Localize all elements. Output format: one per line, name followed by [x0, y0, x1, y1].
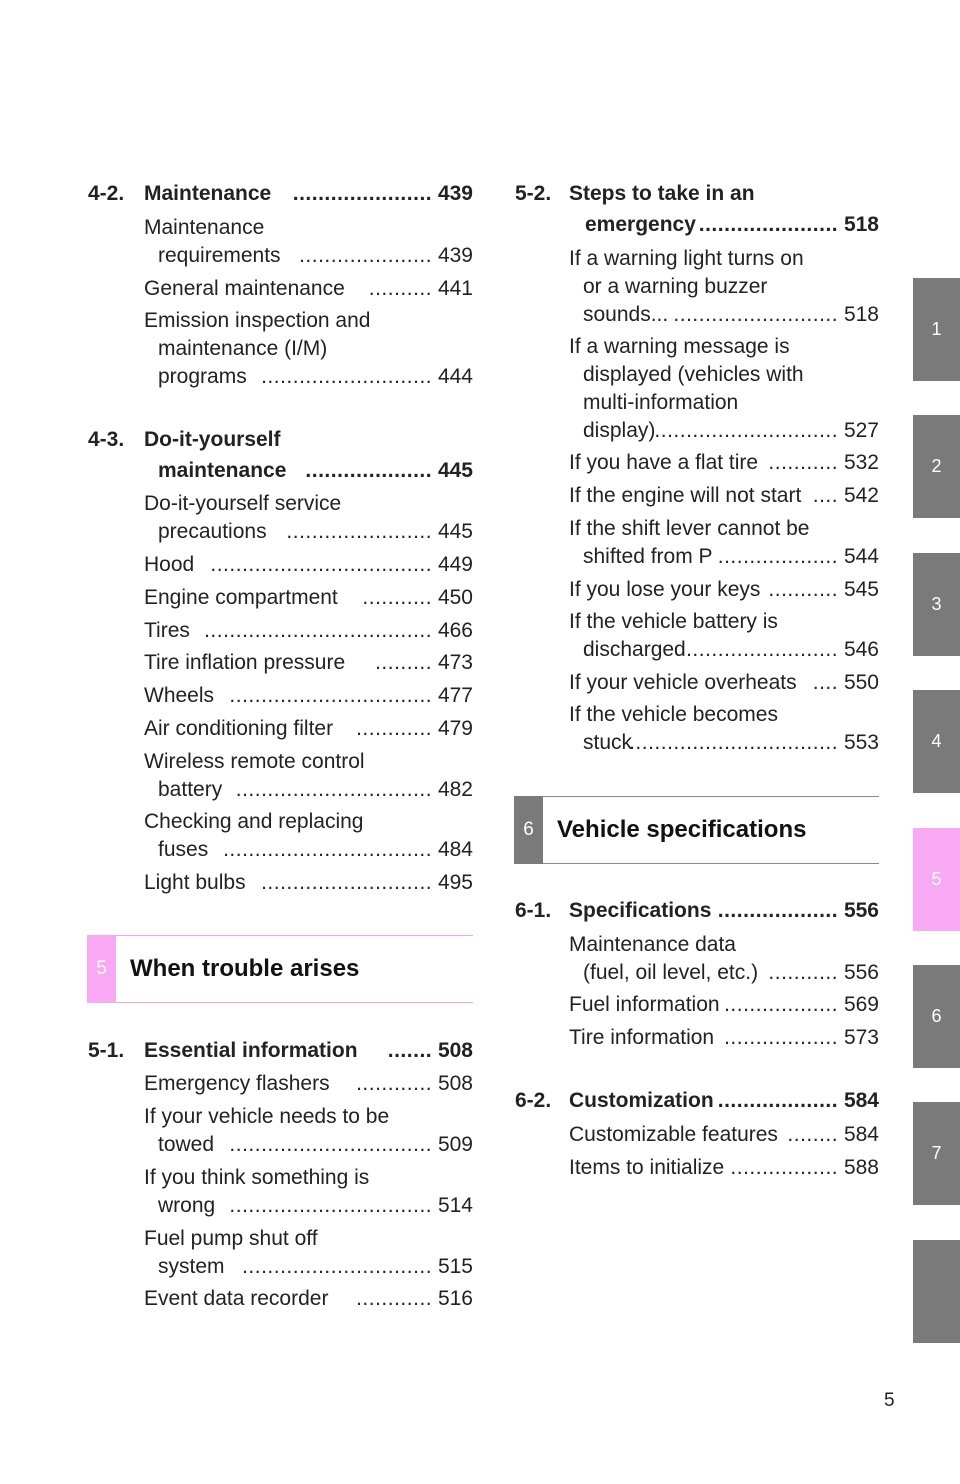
- entry-line: Light bulbs: [144, 871, 246, 894]
- entry-line: If a warning light turns on: [569, 247, 804, 270]
- entry-line: Air conditioning filter: [144, 717, 334, 740]
- entry-page: .... 550: [812, 671, 879, 694]
- chapter-tab-6[interactable]: 6: [913, 965, 960, 1068]
- section-title: Steps to take in an: [569, 182, 755, 205]
- entry-page: ........... 450: [362, 586, 473, 609]
- entry-page: ................................ 514: [229, 1194, 473, 1217]
- entry-line: If you lose your keys: [569, 578, 761, 601]
- toc-entry-flat-tire[interactable]: [569, 449, 879, 477]
- section-page: .................... 445: [305, 459, 473, 482]
- toc-entry-shift-lever[interactable]: [569, 515, 879, 571]
- toc-entry-overheats[interactable]: [569, 669, 879, 697]
- section-number: 6-1.: [515, 899, 552, 922]
- toc-entry-tire-inflation-pressure[interactable]: [144, 649, 473, 677]
- entry-line: Fuel pump shut off: [144, 1227, 318, 1250]
- toc-entry-engine-compartment[interactable]: [144, 584, 473, 612]
- entry-line: discharged: [583, 638, 686, 661]
- toc-entry-battery-discharged[interactable]: [569, 608, 879, 664]
- toc-entry-warning-message[interactable]: [569, 333, 879, 445]
- entry-page: ..................... 439: [299, 244, 473, 267]
- entry-line: If you think something is: [144, 1166, 370, 1189]
- entry-line: Customizable features: [569, 1123, 778, 1146]
- chapter-tab-3[interactable]: 3: [913, 553, 960, 656]
- chapter-tab-5[interactable]: 5: [913, 828, 960, 931]
- toc-entry-fuel-pump-shutoff[interactable]: [144, 1225, 473, 1281]
- entry-page: ................. 588: [730, 1156, 879, 1179]
- entry-page: .......................... 518: [673, 303, 879, 326]
- section-page: ................... 556: [717, 899, 879, 922]
- section-page: ...................... 439: [292, 182, 473, 205]
- section-number: 5-2.: [515, 182, 552, 205]
- entry-line: displayed (vehicles with: [583, 363, 804, 386]
- entry-line: If your vehicle needs to be: [144, 1105, 390, 1128]
- entry-page: ........... 532: [768, 451, 879, 474]
- entry-line: Emission inspection and: [144, 309, 371, 332]
- toc-entry-diy-precautions[interactable]: [144, 490, 473, 546]
- toc-entry-something-wrong[interactable]: [144, 1164, 473, 1220]
- entry-line: Tire inflation pressure: [144, 651, 346, 674]
- chapter-number-badge: 6: [514, 796, 543, 864]
- entry-page: ........................ 546: [686, 638, 879, 661]
- entry-page: ........................... 495: [261, 871, 473, 894]
- entry-page: ................................ 477: [229, 684, 473, 707]
- section-number: 6-2.: [515, 1089, 552, 1112]
- entry-line: wrong: [158, 1194, 216, 1217]
- toc-entry-wireless-remote-battery[interactable]: [144, 748, 473, 804]
- entry-line: Engine compartment: [144, 586, 338, 609]
- section-heading-4-2[interactable]: [88, 179, 473, 208]
- toc-entry-emission-inspection[interactable]: [144, 307, 473, 391]
- toc-entry-items-to-initialize[interactable]: [569, 1154, 879, 1182]
- section-heading-5-2[interactable]: [515, 179, 879, 239]
- page-number: 5: [884, 1390, 895, 1411]
- toc-entry-lose-keys[interactable]: [569, 576, 879, 604]
- entry-line: If the vehicle becomes: [569, 703, 778, 726]
- section-number: 4-3.: [88, 428, 125, 451]
- toc-entry-vehicle-towed[interactable]: [144, 1103, 473, 1159]
- entry-page: ............ 508: [356, 1072, 473, 1095]
- entry-page: ................................ 509: [229, 1133, 473, 1156]
- entry-line: maintenance (I/M): [158, 337, 328, 360]
- entry-page: .................................... 466: [204, 619, 473, 642]
- chapter-tab-7[interactable]: 7: [913, 1102, 960, 1205]
- toc-entry-vehicle-stuck[interactable]: [569, 701, 879, 757]
- entry-page: .... 542: [812, 484, 879, 507]
- entry-line: Emergency flashers: [144, 1072, 330, 1095]
- toc-entry-fuses[interactable]: [144, 808, 473, 864]
- entry-page: ............ 516: [356, 1287, 473, 1310]
- entry-line: fuses: [158, 838, 209, 861]
- entry-line: Hood: [144, 553, 195, 576]
- toc-entry-emergency-flashers[interactable]: [144, 1070, 473, 1098]
- entry-page: .......... 441: [368, 277, 473, 300]
- entry-page: .............................. 515: [242, 1255, 473, 1278]
- entry-line: General maintenance: [144, 277, 345, 300]
- entry-page: ................... 544: [717, 545, 879, 568]
- entry-page: ............ 479: [356, 717, 473, 740]
- section-heading-5-1[interactable]: [88, 1036, 473, 1065]
- entry-line: sounds...: [583, 303, 669, 326]
- toc-entry-air-conditioning-filter[interactable]: [144, 715, 473, 743]
- entry-line: Wheels: [144, 684, 215, 707]
- entry-line: multi-information: [583, 391, 739, 414]
- entry-page: ............................... 482: [235, 778, 473, 801]
- toc-entry-tire-information[interactable]: [569, 1024, 879, 1052]
- entry-line: Event data recorder: [144, 1287, 329, 1310]
- entry-page: ......... 473: [375, 651, 473, 674]
- entry-line: Maintenance: [144, 216, 265, 239]
- entry-line: Tires: [144, 619, 190, 642]
- section-heading-6-1[interactable]: [515, 896, 879, 925]
- entry-line: If the shift lever cannot be: [569, 517, 810, 540]
- chapter-5-header: [87, 935, 473, 1003]
- section-page: ....... 508: [387, 1039, 473, 1062]
- chapter-tab-1[interactable]: 1: [913, 278, 960, 381]
- section-title: maintenance: [158, 459, 287, 482]
- entry-line: or a warning buzzer: [583, 275, 768, 298]
- entry-page: ................................. 484: [223, 838, 473, 861]
- section-page: ................... 584: [717, 1089, 879, 1112]
- entry-line: shifted from P: [583, 545, 713, 568]
- section-number: 5-1.: [88, 1039, 125, 1062]
- chapter-tab-index[interactable]: [913, 1240, 960, 1343]
- entry-page: ........ 584: [787, 1123, 879, 1146]
- entry-line: Checking and replacing: [144, 810, 364, 833]
- section-title: Specifications: [569, 899, 712, 922]
- entry-page: ........... 545: [768, 578, 879, 601]
- entry-line: Maintenance data: [569, 933, 736, 956]
- right-column: [480, 0, 900, 1484]
- section-heading-4-3[interactable]: [88, 425, 473, 483]
- section-heading-6-2[interactable]: [515, 1086, 879, 1115]
- entry-line: display): [583, 419, 656, 442]
- section-title: Essential information: [144, 1039, 358, 1062]
- entry-page: ....................... 445: [286, 520, 473, 543]
- toc-entry-engine-not-start[interactable]: [569, 482, 879, 510]
- entry-page: .................. 573: [724, 1026, 879, 1049]
- toc-entry-tires[interactable]: [144, 617, 473, 645]
- entry-line: stuck: [583, 731, 633, 754]
- entry-line: If the engine will not start: [569, 484, 802, 507]
- entry-page: ........................... 444: [261, 365, 473, 388]
- section-title: Customization: [569, 1089, 714, 1112]
- entry-line: If the vehicle battery is: [569, 610, 778, 633]
- entry-page: .................. 569: [724, 993, 879, 1016]
- entry-page: ................................... 449: [210, 553, 473, 576]
- entry-line: If your vehicle overheats: [569, 671, 797, 694]
- entry-line: (fuel, oil level, etc.): [583, 961, 759, 984]
- chapter-tab-4[interactable]: 4: [913, 690, 960, 793]
- toc-entry-hood[interactable]: [144, 551, 473, 579]
- entry-line: Tire information: [569, 1026, 715, 1049]
- chapter-title: Vehicle specifications: [557, 816, 807, 843]
- section-page: ...................... 518: [698, 213, 879, 236]
- entry-line: programs: [158, 365, 247, 388]
- entry-page: ........... 556: [768, 961, 879, 984]
- chapter-number-badge: 5: [87, 935, 116, 1003]
- toc-entry-fuel-information[interactable]: [569, 991, 879, 1019]
- entry-line: If a warning message is: [569, 335, 790, 358]
- section-number: 4-2.: [88, 182, 125, 205]
- entry-line: Do-it-yourself service: [144, 492, 342, 515]
- chapter-6-header: [514, 796, 879, 864]
- entry-line: requirements: [158, 244, 281, 267]
- entry-line: battery: [158, 778, 223, 801]
- section-title: emergency: [585, 213, 696, 236]
- entry-line: Fuel information: [569, 993, 720, 1016]
- toc-entry-wheels[interactable]: [144, 682, 473, 710]
- entry-line: towed: [158, 1133, 215, 1156]
- chapter-title: When trouble arises: [130, 955, 360, 982]
- entry-line: precautions: [158, 520, 267, 543]
- toc-entry-light-bulbs[interactable]: [144, 869, 473, 897]
- entry-page: ............................. 527: [654, 419, 879, 442]
- section-title: Do-it-yourself: [144, 428, 281, 451]
- toc-entry-warning-light[interactable]: [569, 245, 879, 329]
- section-title: Maintenance: [144, 182, 272, 205]
- entry-page: ................................. 553: [629, 731, 879, 754]
- entry-line: Items to initialize: [569, 1156, 725, 1179]
- toc-entry-maintenance-requirements[interactable]: [144, 214, 473, 270]
- entry-line: Wireless remote control: [144, 750, 365, 773]
- entry-line: system: [158, 1255, 225, 1278]
- toc-entry-general-maintenance[interactable]: [144, 275, 473, 303]
- entry-line: If you have a flat tire: [569, 451, 759, 474]
- toc-entry-maintenance-data[interactable]: [569, 931, 879, 987]
- toc-entry-event-data-recorder[interactable]: [144, 1285, 473, 1313]
- chapter-tab-2[interactable]: 2: [913, 415, 960, 518]
- toc-entry-customizable-features[interactable]: [569, 1121, 879, 1149]
